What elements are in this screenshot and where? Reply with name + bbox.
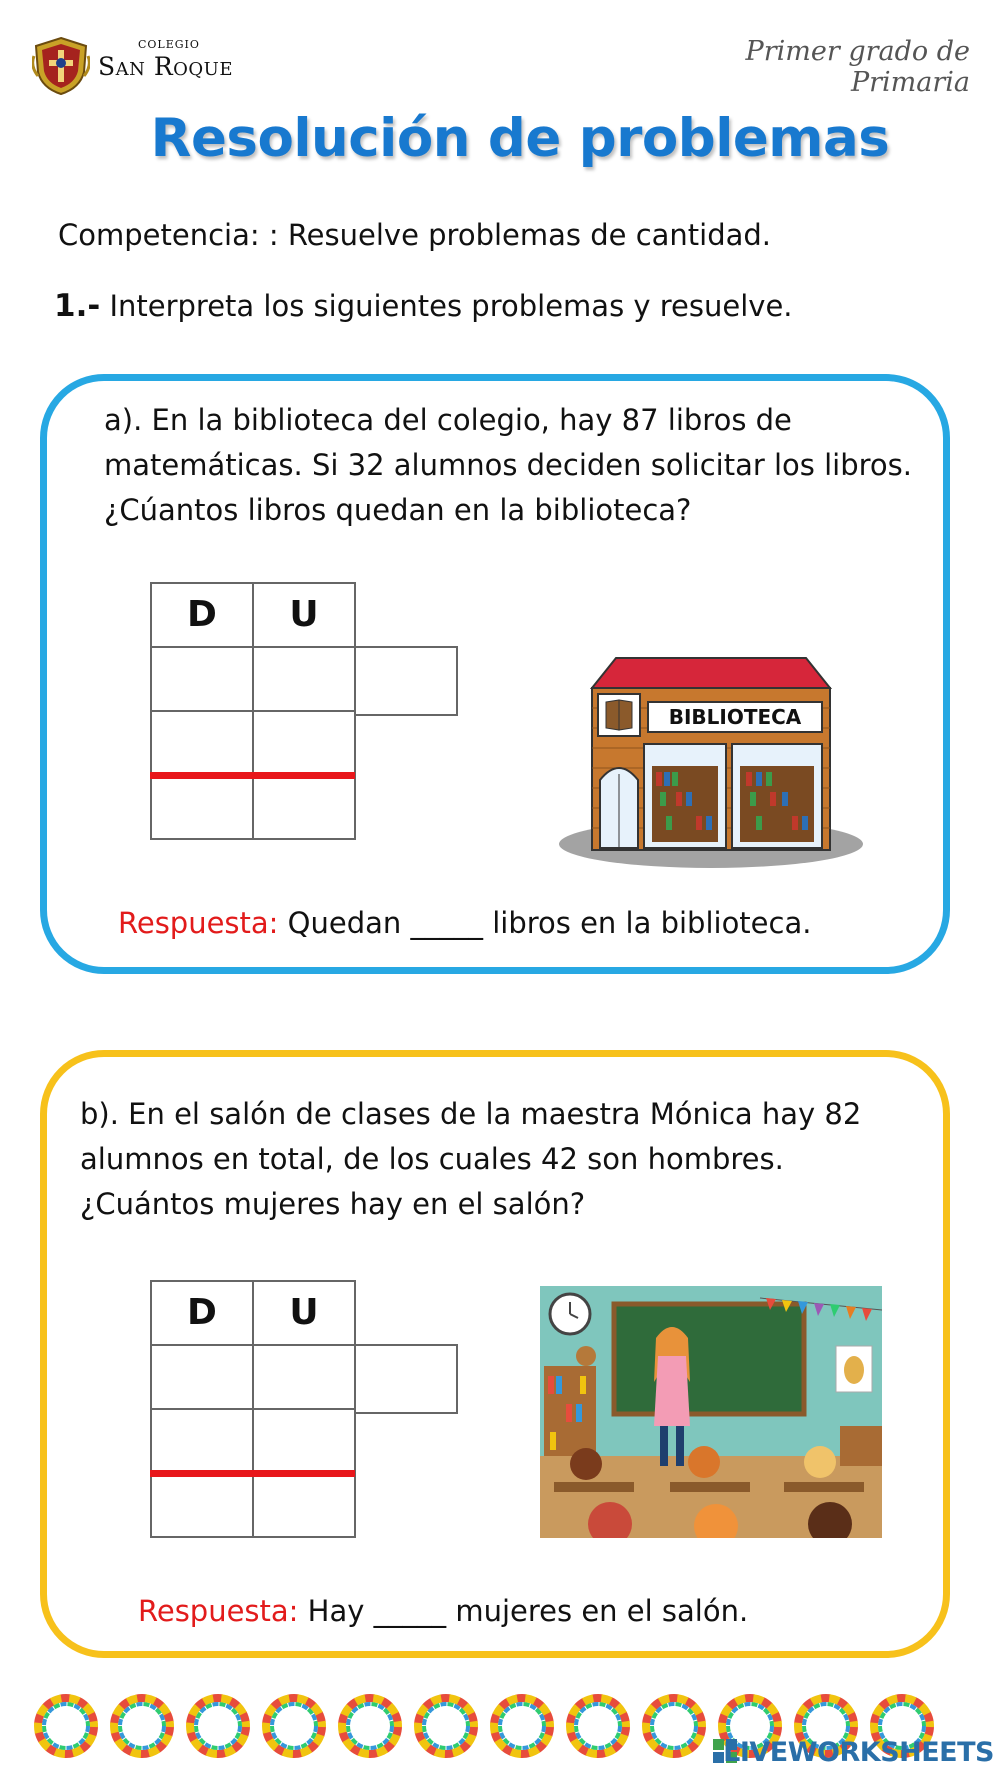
- grade-label: Primer grado de Primaria: [745, 36, 970, 98]
- grid-result-line: [150, 772, 355, 779]
- grid-header-units: U: [252, 1280, 356, 1346]
- library-sign-label: BIBLIOTECA: [668, 705, 802, 729]
- competencia-text: Competencia: : Resuelve problemas de cantidad.: [58, 218, 772, 252]
- problem-b-line: b). En el salón de clases de la maestra Mónica hay 82: [80, 1097, 862, 1131]
- grid-cell-units-2[interactable]: [252, 710, 356, 776]
- classroom-image: [540, 1286, 882, 1538]
- answer-label: Respuesta:: [118, 906, 279, 940]
- answer-sentence[interactable]: Quedan _____ libros en la biblioteca.: [287, 906, 812, 940]
- problem-b-answer: [138, 1594, 748, 1628]
- problem-b-line: ¿Cuántos mujeres hay en el salón?: [80, 1187, 586, 1221]
- grid-cell-units-result[interactable]: [252, 774, 356, 840]
- grid-cell-tens-2[interactable]: [150, 710, 254, 776]
- grid-cell-units-1[interactable]: [252, 1344, 356, 1410]
- answer-sentence[interactable]: Hay _____ mujeres en el salón.: [307, 1594, 749, 1628]
- grid-cell-tens-result[interactable]: [150, 774, 254, 840]
- grid-cell-tens-2[interactable]: [150, 1408, 254, 1474]
- grid-cell-tens-result[interactable]: [150, 1472, 254, 1538]
- grid-header-tens: D: [150, 582, 254, 648]
- school-crest-logo: [32, 36, 90, 96]
- operation-sign-box[interactable]: [356, 646, 458, 716]
- problem-a-answer: [118, 906, 811, 940]
- problem-a-line: ¿Cúantos libros quedan en la biblioteca?: [104, 493, 692, 527]
- grid-cell-units-1[interactable]: [252, 646, 356, 712]
- problem-a-line: matemáticas. Si 32 alumnos deciden solicitar los libros.: [104, 448, 913, 482]
- instruction: [54, 288, 793, 324]
- library-building-image: [556, 648, 866, 874]
- problem-b-place-value-grid: [150, 1280, 357, 1542]
- page-title: Resolución de problemas: [150, 108, 890, 169]
- liveworksheets-watermark: LIVEWORKSHEETS: [723, 1737, 994, 1768]
- problem-b-line: alumnos en total, de los cuales 42 son hombres.: [80, 1142, 784, 1176]
- instruction-text: Interpreta los siguientes problemas y resuelve.: [109, 289, 793, 323]
- answer-label: Respuesta:: [138, 1594, 299, 1628]
- school-label-small: COLEGIO: [138, 38, 200, 51]
- problem-a-line: a). En la biblioteca del colegio, hay 87 libros de: [104, 403, 792, 437]
- grid-cell-tens-1[interactable]: [150, 646, 254, 712]
- school-name: San Roque: [98, 52, 233, 81]
- problem-a-text: [104, 398, 944, 533]
- grid-cell-units-result[interactable]: [252, 1472, 356, 1538]
- grid-cell-tens-1[interactable]: [150, 1344, 254, 1410]
- grid-cell-units-2[interactable]: [252, 1408, 356, 1474]
- grid-header-tens: D: [150, 1280, 254, 1346]
- problem-a-place-value-grid: [150, 582, 357, 844]
- grid-header-units: U: [252, 582, 356, 648]
- problem-b-text: [80, 1092, 920, 1227]
- instruction-number: 1.-: [54, 288, 101, 324]
- operation-sign-box[interactable]: [356, 1344, 458, 1414]
- grid-result-line: [150, 1470, 355, 1477]
